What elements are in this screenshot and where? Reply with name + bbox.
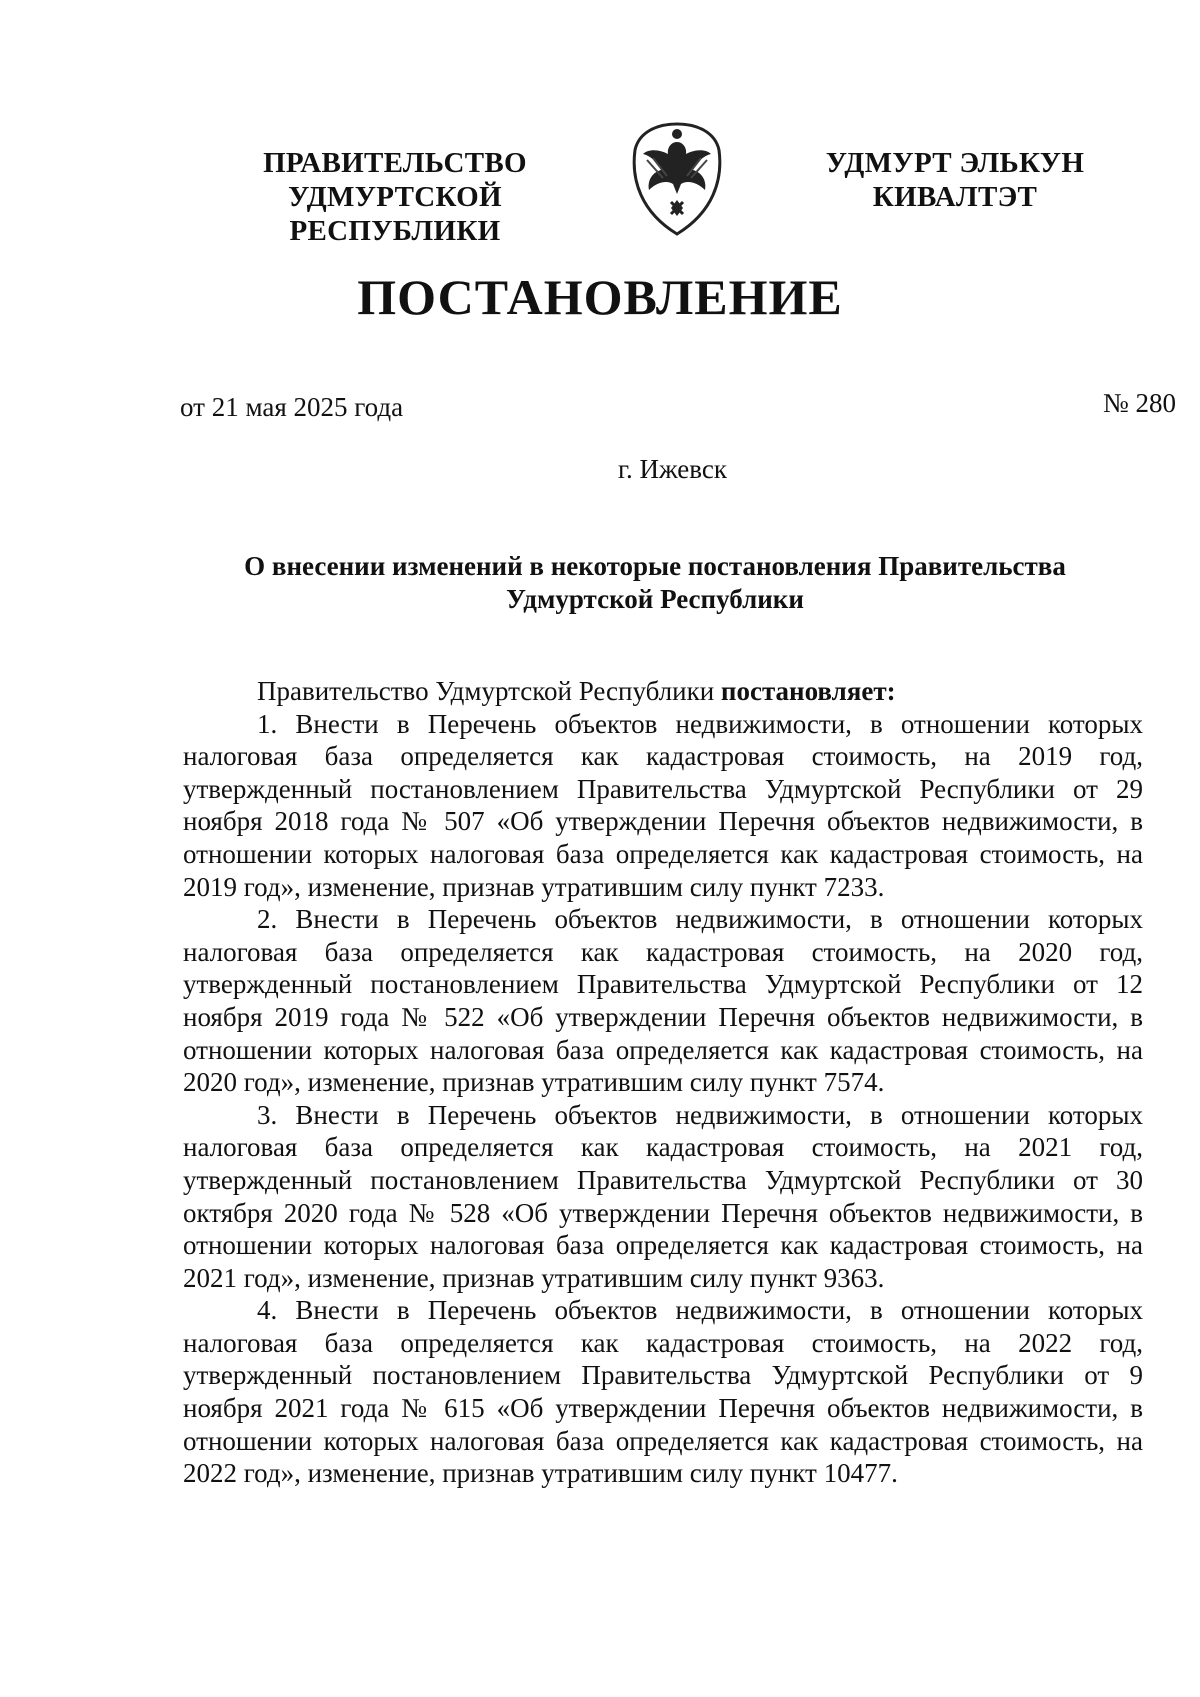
government-name-russian [180, 146, 610, 248]
subject-line2: Удмуртской Республики [506, 584, 804, 614]
document-number: № 280 [1102, 388, 1176, 418]
preamble-text: Правительство Удмуртской Республики [257, 676, 721, 706]
coat-of-arms-icon [627, 120, 727, 238]
document-body [183, 675, 1143, 1490]
government-name-udmurt-line2: КИВАЛТЭТ [872, 181, 1038, 213]
document-date: от 21 мая 2025 года [180, 392, 404, 422]
paragraph-4: 4. Внести в Перечень объектов недвижимости, в отношении которых налоговая база определяется как кадастровая стоимость, на 2022 год, утвержденный постановлением Правительства Удмуртской Республики от 9 ноября 2021 года № 615 «Об утверждении Перечня объектов недвижимости, в отношении которых налоговая база определяется как кадастровая стоимость, на 2022 год», изменение, признав утратившим силу пункт 10477. [183, 1295, 1143, 1489]
government-name-udmurt [805, 146, 1105, 214]
government-name-udmurt-line1: УДМУРТ ЭЛЬКУН [825, 147, 1085, 179]
document-type-title: ПОСТАНОВЛЕНИЕ [357, 269, 843, 325]
paragraph-2: 2. Внести в Перечень объектов недвижимости, в отношении которых налоговая база определяется как кадастровая стоимость, на 2020 год, утвержденный постановлением Правительства Удмуртской Республики от 12 ноября 2019 года № 522 «Об утверждении Перечня объектов недвижимости, в отношении которых налоговая база определяется как кадастровая стоимость, на 2020 год», изменение, признав утратившим силу пункт 7574. [183, 904, 1143, 1098]
document-city: г. Ижевск [617, 454, 727, 484]
paragraph-1: 1. Внести в Перечень объектов недвижимости, в отношении которых налоговая база определяется как кадастровая стоимость, на 2019 год, утвержденный постановлением Правительства Удмуртской Республики от 29 ноября 2018 года № 507 «Об утверждении Перечня объектов недвижимости, в отношении которых налоговая база определяется как кадастровая стоимость, на 2019 год», изменение, признав утратившим силу пункт 7233. [183, 708, 1143, 902]
preamble [183, 675, 1143, 708]
government-name-line1: ПРАВИТЕЛЬСТВО [263, 147, 527, 179]
government-name-line2: УДМУРТСКОЙ РЕСПУБЛИКИ [288, 181, 502, 247]
paragraph-3: 3. Внести в Перечень объектов недвижимости, в отношении которых налоговая база определяется как кадастровая стоимость, на 2021 год, утвержденный постановлением Правительства Удмуртской Республики от 30 октября 2020 года № 528 «Об утверждении Перечня объектов недвижимости, в отношении которых налоговая база определяется как кадастровая стоимость, на 2021 год», изменение, признав утратившим силу пункт 9363. [183, 1099, 1143, 1293]
document-subject [190, 550, 1120, 616]
subject-line1: О внесении изменений в некоторые постановления Правительства [244, 551, 1066, 581]
preamble-verb: постановляет: [720, 676, 896, 706]
